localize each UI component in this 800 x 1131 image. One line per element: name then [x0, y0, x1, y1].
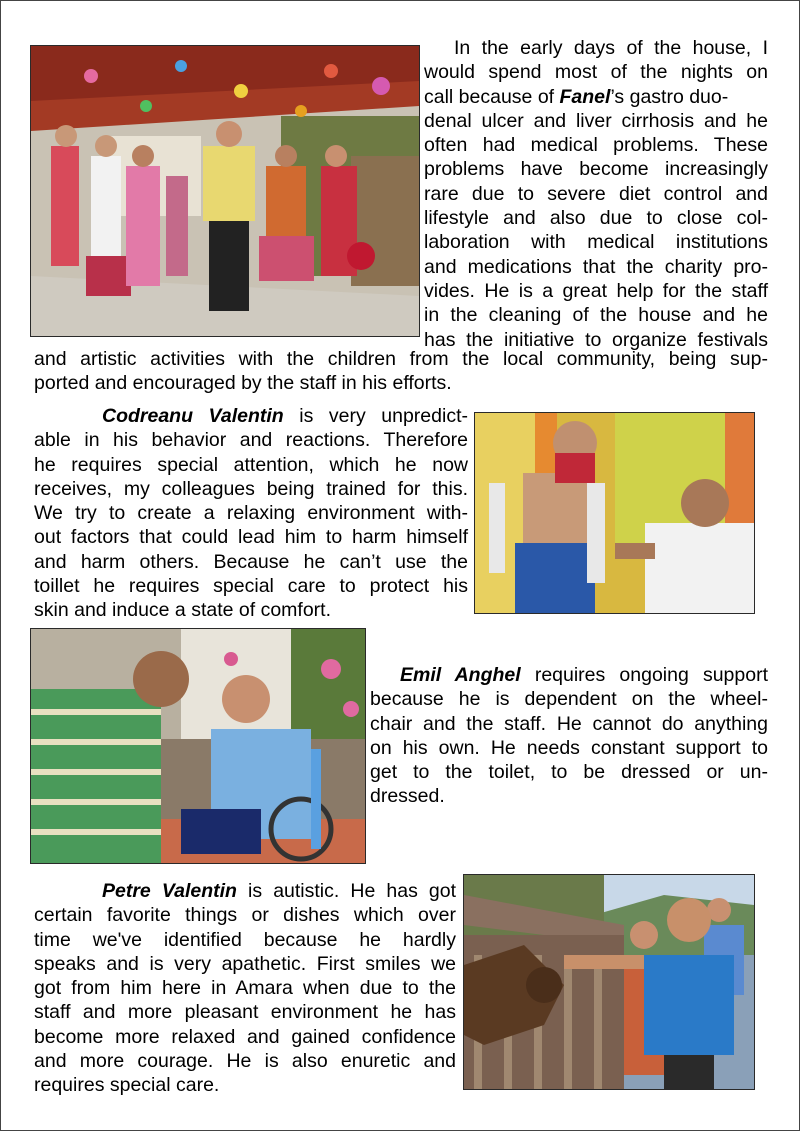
text-line: rare due to severe diet control and [424, 182, 768, 205]
text-line: and artistic activities with the children from the local community, being sup- [34, 348, 768, 370]
text-line: often had medical problems. These [424, 134, 768, 157]
text-line: receives, my colleagues being trained for this. [34, 477, 468, 500]
person-name-emil: Emil Anghel [400, 664, 521, 686]
text-line: is very unpredict- [283, 405, 468, 427]
fanel-paragraph [424, 36, 768, 352]
petre-paragraph [34, 879, 456, 1098]
text-line: requires special care. [34, 1074, 220, 1097]
text-line: is autistic. He has got [236, 880, 456, 902]
text-line: he requires special attention, which he now [34, 453, 468, 476]
text-line: and harm others. Because he can’t use the [34, 550, 468, 573]
person-name-fanel: Fanel [559, 85, 611, 108]
text-line: call because of [424, 85, 555, 108]
petre-photo [463, 874, 755, 1090]
text-line: on his own. He needs constant support to [370, 736, 768, 759]
text-line: staff and more pleasant environment he has [34, 1001, 456, 1024]
text-line: laboration with medical institutions [424, 231, 768, 254]
person-name-codreanu: Codreanu Valentin [102, 405, 284, 427]
text-line: become more relaxed and gained confidence [34, 1025, 456, 1048]
text-line: dressed. [370, 785, 445, 808]
person-name-petre: Petre Valentin [102, 880, 237, 902]
text-line: vides. He is a great help for the staff [424, 279, 768, 302]
festival-photo [30, 45, 420, 337]
codreanu-paragraph [34, 404, 468, 623]
emil-photo [30, 628, 366, 864]
text-line: out factors that could lead him to harm himself [34, 526, 468, 549]
text-line: in the cleaning of the house and he [424, 304, 768, 327]
text-line: would spend most of the nights on [424, 61, 768, 84]
text-line: chair and the staff. He cannot do anything [370, 712, 768, 735]
text-line: because he is dependent on the wheel- [370, 688, 768, 711]
codreanu-photo [474, 412, 755, 614]
text-line: able in his behavior and reactions. Therefore [34, 429, 468, 452]
text-line: got from him here in Amara when due to the [34, 977, 456, 1000]
fanel-paragraph-continued [34, 347, 768, 396]
text-line: get to the toilet, to be dressed or un- [370, 761, 768, 784]
text-line: We try to create a relaxing environment with- [34, 502, 468, 525]
text-line: and medications that the charity pro- [424, 255, 768, 278]
text-line: requires ongoing support [520, 664, 768, 686]
text-line: certain favorite things or dishes which over [34, 904, 456, 927]
text-line: toillet he requires special care to protect his [34, 575, 468, 598]
text-line: has the initiative to organize festivals [424, 328, 768, 351]
text-line: and more courage. He is also enuretic and [34, 1050, 456, 1073]
text-line: ported and encouraged by the staff in his efforts. [34, 372, 452, 395]
text-line: denal ulcer and liver cirrhosis and he [424, 109, 768, 132]
text-line: speaks and is very apathetic. First smiles we [34, 952, 456, 975]
text-line: time we've identified because he hardly [34, 928, 456, 951]
text-line: skin and induce a state of comfort. [34, 599, 331, 622]
text-line: lifestyle and also due to close col- [424, 207, 768, 230]
emil-paragraph [370, 663, 768, 809]
text-line: ’s gastro duo- [610, 85, 729, 108]
text-line: In the early days of the house, I [454, 37, 768, 59]
text-line: problems have become increasingly [424, 158, 768, 181]
